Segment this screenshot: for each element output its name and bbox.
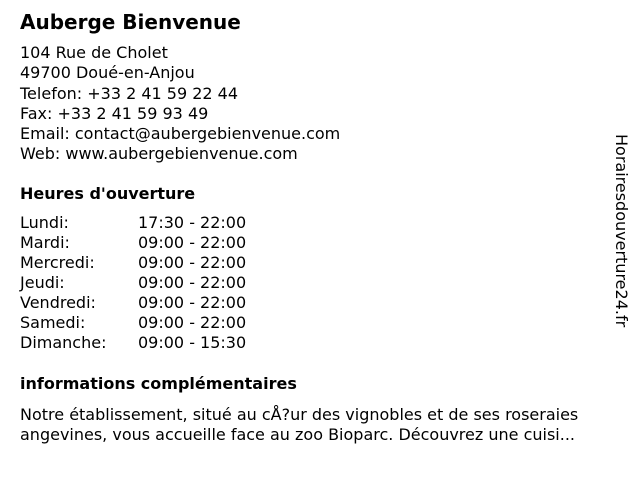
hours-row-sunday	[20, 333, 280, 353]
time-range: 09:00 - 22:00	[138, 253, 247, 272]
description-line-1: Notre établissement, situé au cÅ?ur des vignobles et de ses roseraies	[20, 405, 579, 424]
time-range: 09:00 - 22:00	[138, 293, 247, 312]
hours-row-friday	[20, 293, 280, 313]
phone-number: Telefon: +33 2 41 59 22 44	[20, 83, 239, 103]
time-range: 17:30 - 22:00	[138, 213, 247, 232]
time-range: 09:00 - 15:30	[138, 333, 247, 352]
day-label: Samedi:	[20, 313, 86, 332]
hours-row-wednesday	[20, 253, 280, 273]
hours-row-saturday	[20, 313, 280, 333]
day-label: Vendredi:	[20, 293, 96, 312]
website: Web: www.aubergebienvenue.com	[20, 144, 298, 164]
site-watermark	[610, 134, 634, 374]
address-city: 49700 Doué-en-Anjou	[20, 63, 195, 83]
day-label: Mardi:	[20, 233, 70, 252]
address-street: 104 Rue de Cholet	[20, 43, 168, 62]
hours-heading: Heures d'ouverture	[20, 184, 196, 203]
time-range: 09:00 - 22:00	[138, 233, 247, 252]
hours-table	[20, 213, 280, 353]
hours-row-tuesday	[20, 233, 280, 253]
time-range: 09:00 - 22:00	[138, 273, 247, 292]
business-name: Auberge Bienvenue	[20, 10, 241, 34]
hours-row-monday	[20, 213, 280, 233]
description-text	[20, 405, 626, 445]
contact-block	[20, 43, 340, 165]
day-label: Lundi:	[20, 213, 69, 232]
watermark-text: Horairesdouverture24.fr	[612, 134, 631, 328]
time-range: 09:00 - 22:00	[138, 313, 247, 332]
description-line-2: angevines, vous accueille face au zoo Bioparc. Découvrez une cuisi...	[20, 425, 575, 444]
day-label: Mercredi:	[20, 253, 95, 272]
fax-number: Fax: +33 2 41 59 93 49	[20, 103, 209, 123]
day-label: Dimanche:	[20, 333, 107, 352]
hours-row-thursday	[20, 273, 280, 293]
email-address: Email: contact@aubergebienvenue.com	[20, 124, 341, 144]
info-heading: informations complémentaires	[20, 374, 297, 393]
day-label: Jeudi:	[20, 273, 65, 292]
